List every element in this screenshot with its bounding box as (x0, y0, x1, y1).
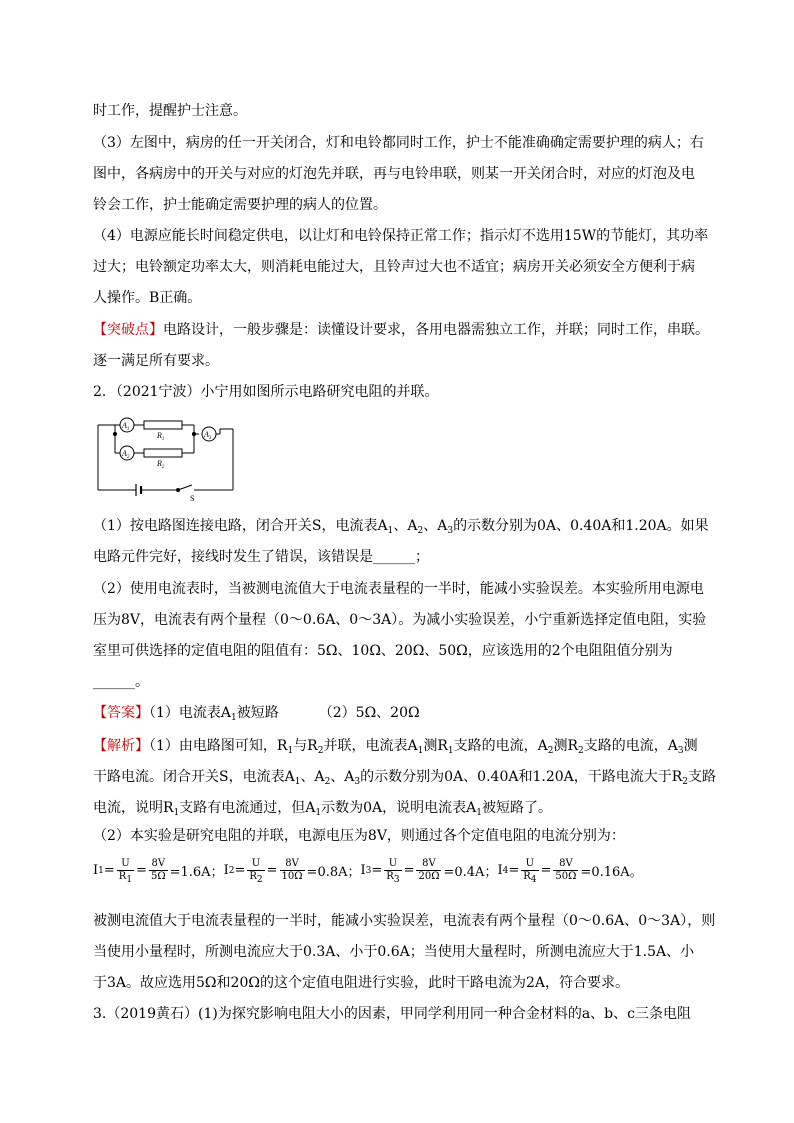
equation-i2: I 2 = $\frac{U}{R_2}$ = $\frac{8V}{10\Omega}$ =0.8A； (223, 858, 361, 885)
text-line: 电流，说明$R_1$支路有电流通过，但$A_1$示数为0A，说明电流表$A_1$被短路了。 (93, 800, 553, 818)
resistor-r1-label: $R_1$ (157, 431, 165, 442)
text-line (93, 973, 629, 993)
equation-row (93, 858, 643, 883)
text-line (93, 641, 673, 661)
text-line (93, 547, 429, 567)
paragraph: 人操作。B正确。 (93, 290, 202, 306)
text-line (93, 911, 715, 931)
text-line (93, 579, 704, 599)
text-line (93, 288, 201, 308)
equation-i3: I 3 = $\frac{U}{R_3}$ = $\frac{8V}{20\Omega}$ =0.4A； (360, 858, 498, 885)
paragraph: （2）使用电流表时，当被测电流值大于电流表量程的一半时，能减小实验误差。本实验所用电源电 (93, 581, 704, 597)
text-line (93, 133, 704, 153)
paragraph: 逐一满足所有要求。 (93, 353, 219, 369)
paragraph: （3）左图中，病房的任一开关闭合，灯和电铃都同时工作，护士不能准确确定需要护理的病人；右 (93, 135, 704, 151)
equation-i4: I 4 = $\frac{U}{R_4}$ = $\frac{8V}{50\Omega}$ =0.16A。 (497, 858, 643, 885)
paragraph: （2）本实验是研究电阻的并联，电源电压为8V，则通过各个定值电阻的电流分别为： (93, 828, 625, 844)
ammeter-a1-label: $A_1$ (122, 421, 130, 432)
answer-line: 【答案】（1）电流表$A_1$被短路 （2）5Ω、20Ω (93, 705, 420, 723)
text-line (93, 672, 149, 692)
paragraph: 过大；电铃额定功率太大，则消耗电能过大，且铃声过大也不适宜；病房开关必须安全方便利于病 (93, 259, 695, 275)
text-line (93, 226, 708, 246)
text-line: 【解析】（1）由电路图可知，$R_1$与$R_2$并联，电流表$A_1$测$R_1$支路的电流，$A_2$测$R_2$支路的电流，$A_3$测 (93, 738, 698, 756)
paragraph: 于3A。故应选用5Ω和20Ω的这个定值电阻进行实验，此时干路电流为2A，符合要求。 (93, 975, 629, 991)
resistor-r2-label: $R_2$ (157, 459, 165, 470)
paragraph: 压为8V，电流表有两个量程（0～0.6A、0～3A）。为减小实验误差，小宁重新选择定值电阻，实验 (93, 612, 707, 628)
paragraph: 铃会工作，护士能确定需要护理的病人的位置。 (93, 197, 387, 213)
ammeter-a3-label: $A_3$ (204, 430, 212, 441)
paragraph: 时工作，提醒护士注意。 (93, 103, 247, 119)
text-line (93, 351, 219, 371)
paragraph: （4）电源应能长时间稳定供电，以让灯和电铃保持正常工作；指示灯不选用15W的节能灯，其功率 (93, 228, 709, 244)
section-tag: 【解析】 (93, 738, 149, 754)
question-title (93, 1004, 691, 1024)
text-line (93, 257, 695, 277)
paragraph: ______。 (93, 674, 149, 690)
paragraph: 电路设计，一般步骤是：读懂设计要求，各用电器需独立工作，并联；同时工作，串联。 (163, 322, 709, 338)
paragraph: 当使用小量程时，所测电流应大于0.3A、小于0.6A；当使用大量程时，所测电流应大于1.5A、小 (93, 944, 695, 960)
switch-label: S (190, 494, 195, 503)
text-line (93, 826, 625, 846)
paragraph: 室里可供选择的定值电阻的阻值有：5Ω、10Ω、20Ω、50Ω，应该选用的2个电阻阻值分别为 (93, 643, 673, 659)
text-line: （1）按电路图连接电路，闭合开关S，电流表$A_1$、$A_2$、$A_3$的示数分别为0A、0.40A和1.20A。如果 (93, 518, 709, 536)
section-tag: 【突破点】 (93, 322, 163, 338)
text-line: 干路电流。闭合开关S，电流表$A_1$、$A_2$、$A_3$的示数分别为0A、0.40A和1.20A，干路电流大于$R_2$支路 (93, 769, 717, 787)
ammeter-a2-label: $A_2$ (122, 449, 130, 460)
text-line (93, 942, 694, 962)
circuit-diagram (92, 410, 242, 503)
paragraph: 图中，各病房中的开关与对应的灯泡先并联，再与电铃串联，则某一开关闭合时，对应的灯泡及电 (93, 166, 695, 182)
text-line (93, 101, 247, 121)
paragraph: 2．（2021宁波）小宁用如图所示电路研究电阻的并联。 (93, 384, 439, 400)
text-line (93, 320, 709, 340)
question-title (93, 382, 439, 402)
paragraph: 3.（2019黄石）(1)为探究影响电阻大小的因素，甲同学利用同一种合金材料的a、b、c三条电阻 (93, 1006, 691, 1022)
equation-i1: I 1 = $\frac{U}{R_1}$ = $\frac{8V}{5\Omega}$ =1.6A； (93, 858, 224, 885)
text-line (93, 164, 695, 184)
paragraph: 电路元件完好，接线时发生了错误，该错误是______； (93, 549, 429, 565)
paragraph: 被测电流值大于电流表量程的一半时，能减小实验误差，电流表有两个量程（0～0.6A、0～3A），则 (93, 913, 716, 929)
text-line (93, 610, 706, 630)
text-line (93, 195, 387, 215)
section-tag: 【答案】 (93, 705, 149, 721)
